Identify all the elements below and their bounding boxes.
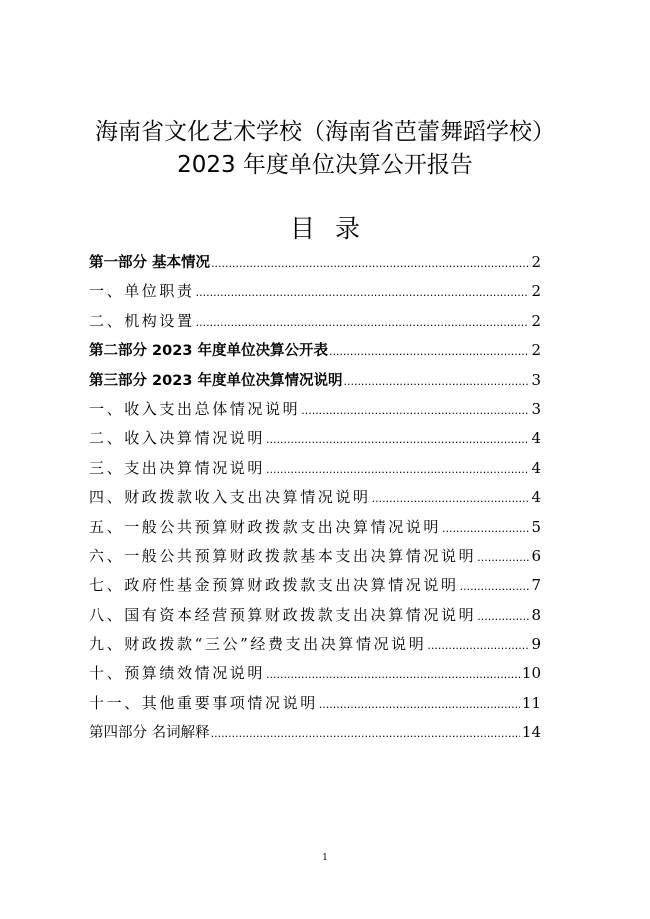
toc-entry-page: 2 — [531, 311, 541, 330]
table-of-contents — [89, 248, 541, 748]
toc-entry-organization[interactable] — [89, 307, 541, 336]
toc-entry-label: 七、政府性基金预算财政拨款支出决算情况说明 — [89, 576, 459, 595]
toc-entry-page: 4 — [531, 458, 541, 477]
toc-dot-leader — [442, 514, 529, 543]
toc-entry-page: 2 — [531, 341, 541, 360]
toc-entry-page: 7 — [531, 576, 541, 595]
toc-entry-label: 二、机构设置 — [89, 311, 195, 330]
toc-dot-leader — [477, 543, 529, 572]
toc-heading: 目录 — [289, 214, 380, 243]
toc-entry-responsibilities[interactable] — [89, 277, 541, 306]
toc-dot-leader — [196, 278, 530, 307]
toc-entry-other-matters[interactable] — [89, 689, 541, 718]
toc-entry-label: 第四部分 名词解释 — [89, 725, 210, 742]
toc-dot-leader — [477, 602, 529, 631]
toc-dot-leader — [329, 337, 530, 366]
toc-entry-page: 8 — [531, 605, 541, 624]
toc-entry-government-fund[interactable] — [89, 571, 541, 600]
toc-entry-label: 四、财政拨款收入支出决算情况说明 — [89, 488, 371, 507]
page-number: 1 — [322, 853, 328, 863]
toc-entry-label: 三、支出决算情况说明 — [89, 458, 266, 477]
toc-entry-page: 14 — [521, 723, 541, 742]
toc-entry-page: 2 — [531, 253, 541, 271]
toc-entry-income[interactable] — [89, 424, 541, 453]
toc-dot-leader — [266, 425, 529, 454]
toc-entry-page: 9 — [531, 635, 541, 654]
toc-dot-leader — [427, 631, 529, 660]
toc-entry-label: 第二部分 2023 年度单位决算公开表 — [89, 343, 328, 360]
toc-dot-leader — [196, 308, 530, 337]
toc-entry-page: 6 — [531, 546, 541, 565]
toc-entry-fiscal-appropriation[interactable] — [89, 483, 541, 512]
toc-entry-label: 十一、其他重要事项情况说明 — [89, 693, 318, 712]
toc-dot-leader — [319, 690, 520, 719]
toc-entry-part-3[interactable] — [89, 366, 541, 395]
toc-entry-general-public-budget[interactable] — [89, 513, 541, 542]
toc-entry-performance[interactable] — [89, 659, 541, 688]
toc-entry-label: 五、一般公共预算财政拨款支出决算情况说明 — [89, 517, 442, 536]
toc-entry-page: 11 — [521, 693, 541, 712]
toc-entry-label: 一、单位职责 — [89, 282, 195, 301]
toc-dot-leader — [343, 367, 529, 396]
toc-dot-leader — [211, 719, 520, 748]
toc-dot-leader — [266, 660, 520, 689]
toc-entry-label: 一、收入支出总体情况说明 — [89, 399, 301, 418]
toc-dot-leader — [266, 455, 529, 484]
toc-entry-page: 3 — [531, 399, 541, 418]
toc-entry-three-public[interactable] — [89, 630, 541, 659]
toc-entry-label: 九、财政拨款“三公”经费支出决算情况说明 — [89, 635, 427, 654]
document-title-line-1: 海南省文化艺术学校（海南省芭蕾舞蹈学校） — [95, 119, 555, 145]
toc-dot-leader — [211, 249, 529, 278]
toc-entry-part-4[interactable] — [89, 718, 541, 747]
toc-dot-leader — [460, 572, 530, 601]
toc-entry-part-1[interactable] — [89, 248, 541, 277]
toc-entry-label: 十、预算绩效情况说明 — [89, 664, 266, 683]
toc-entry-label: 二、收入决算情况说明 — [89, 429, 266, 448]
toc-entry-page: 4 — [531, 488, 541, 507]
toc-entry-page: 4 — [531, 429, 541, 448]
toc-dot-leader — [372, 484, 530, 513]
toc-dot-leader — [301, 396, 529, 425]
toc-entry-page: 3 — [531, 370, 541, 389]
toc-entry-general-public-basic[interactable] — [89, 542, 541, 571]
toc-entry-label: 八、国有资本经营预算财政拨款支出决算情况说明 — [89, 605, 477, 624]
toc-entry-page: 2 — [531, 282, 541, 301]
toc-entry-page: 5 — [531, 517, 541, 536]
toc-entry-label: 六、一般公共预算财政拨款基本支出决算情况说明 — [89, 546, 477, 565]
document-title-line-2: 2023 年度单位决算公开报告 — [177, 152, 473, 178]
toc-entry-part-2[interactable] — [89, 336, 541, 365]
toc-entry-page: 10 — [521, 664, 541, 683]
toc-entry-state-capital[interactable] — [89, 601, 541, 630]
toc-entry-label: 第一部分 基本情况 — [89, 255, 211, 271]
toc-entry-expenditure[interactable] — [89, 454, 541, 483]
toc-entry-overall-income-expense[interactable] — [89, 395, 541, 424]
toc-entry-label: 第三部分 2023 年度单位决算情况说明 — [89, 372, 343, 389]
